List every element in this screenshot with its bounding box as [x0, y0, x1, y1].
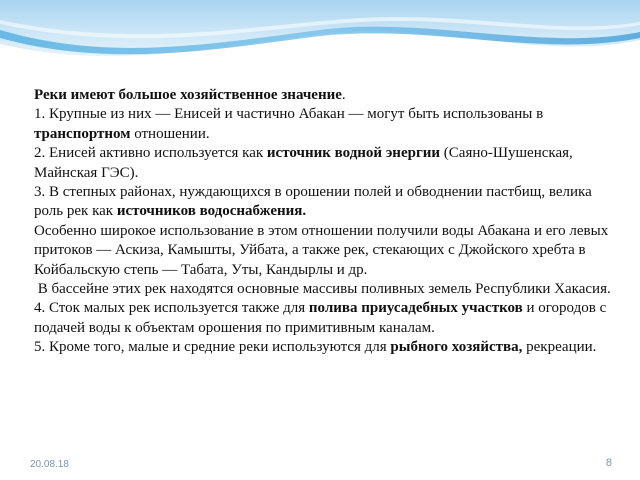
- point-emphasis: транспортном: [34, 125, 131, 142]
- slide-heading: [34, 86, 622, 105]
- point-text: отношении.: [130, 125, 210, 142]
- point-text: 4. Сток малых рек используется также для: [34, 300, 309, 317]
- paragraph-tributaries: Особенно широкое использование в этом отношении получили воды Абакана и его левых притоков — Аскиза, Камышты, Уйбата, а также рек, стекающих с Джойского хребта в Койбальскую степь — Табата, Уты, Кандырлы и др.: [34, 222, 609, 278]
- point-text: и огородов с подачей воды к объектам орошения по примитивным каналам.: [34, 300, 607, 336]
- point-emphasis: рыбного хозяйства,: [390, 339, 523, 356]
- point-energy: [34, 144, 622, 183]
- point-irrigation: [34, 299, 622, 338]
- point-text: 2. Енисей активно используется как: [34, 145, 267, 162]
- point-emphasis: источников водоснабжения.: [116, 203, 307, 220]
- decorative-wave-header: [0, 0, 640, 80]
- point-text: рекреации.: [522, 339, 597, 356]
- point-text: 5. Кроме того, малые и средние реки используются для: [34, 339, 391, 356]
- point-water-supply: [34, 183, 622, 222]
- point-text: 3. В степных районах, нуждающихся в орошении полей и обводнении пастбищ, велика роль рек как: [34, 184, 592, 220]
- slide-number: 8: [605, 457, 612, 469]
- point-transport: [34, 105, 622, 144]
- point-emphasis: полива приусадебных участков: [308, 300, 523, 317]
- slide-content: [34, 86, 622, 358]
- slide-date: 20.08.18: [30, 459, 69, 470]
- point-text: (Саяно-Шушенская, Майнская ГЭС).: [34, 145, 573, 181]
- point-emphasis: источник водной энергии: [266, 145, 441, 162]
- heading-text: Реки имеют большое хозяйственное значение: [34, 87, 342, 103]
- heading-period: .: [341, 87, 346, 103]
- point-fishery: [34, 338, 622, 357]
- paragraph-irrigated-lands: В бассейне этих рек находятся основные массивы поливных земель Республики Хакасия.: [34, 281, 611, 298]
- point-text: 1. Крупные из них — Енисей и частично Абакан — могут быть использованы в: [34, 106, 544, 123]
